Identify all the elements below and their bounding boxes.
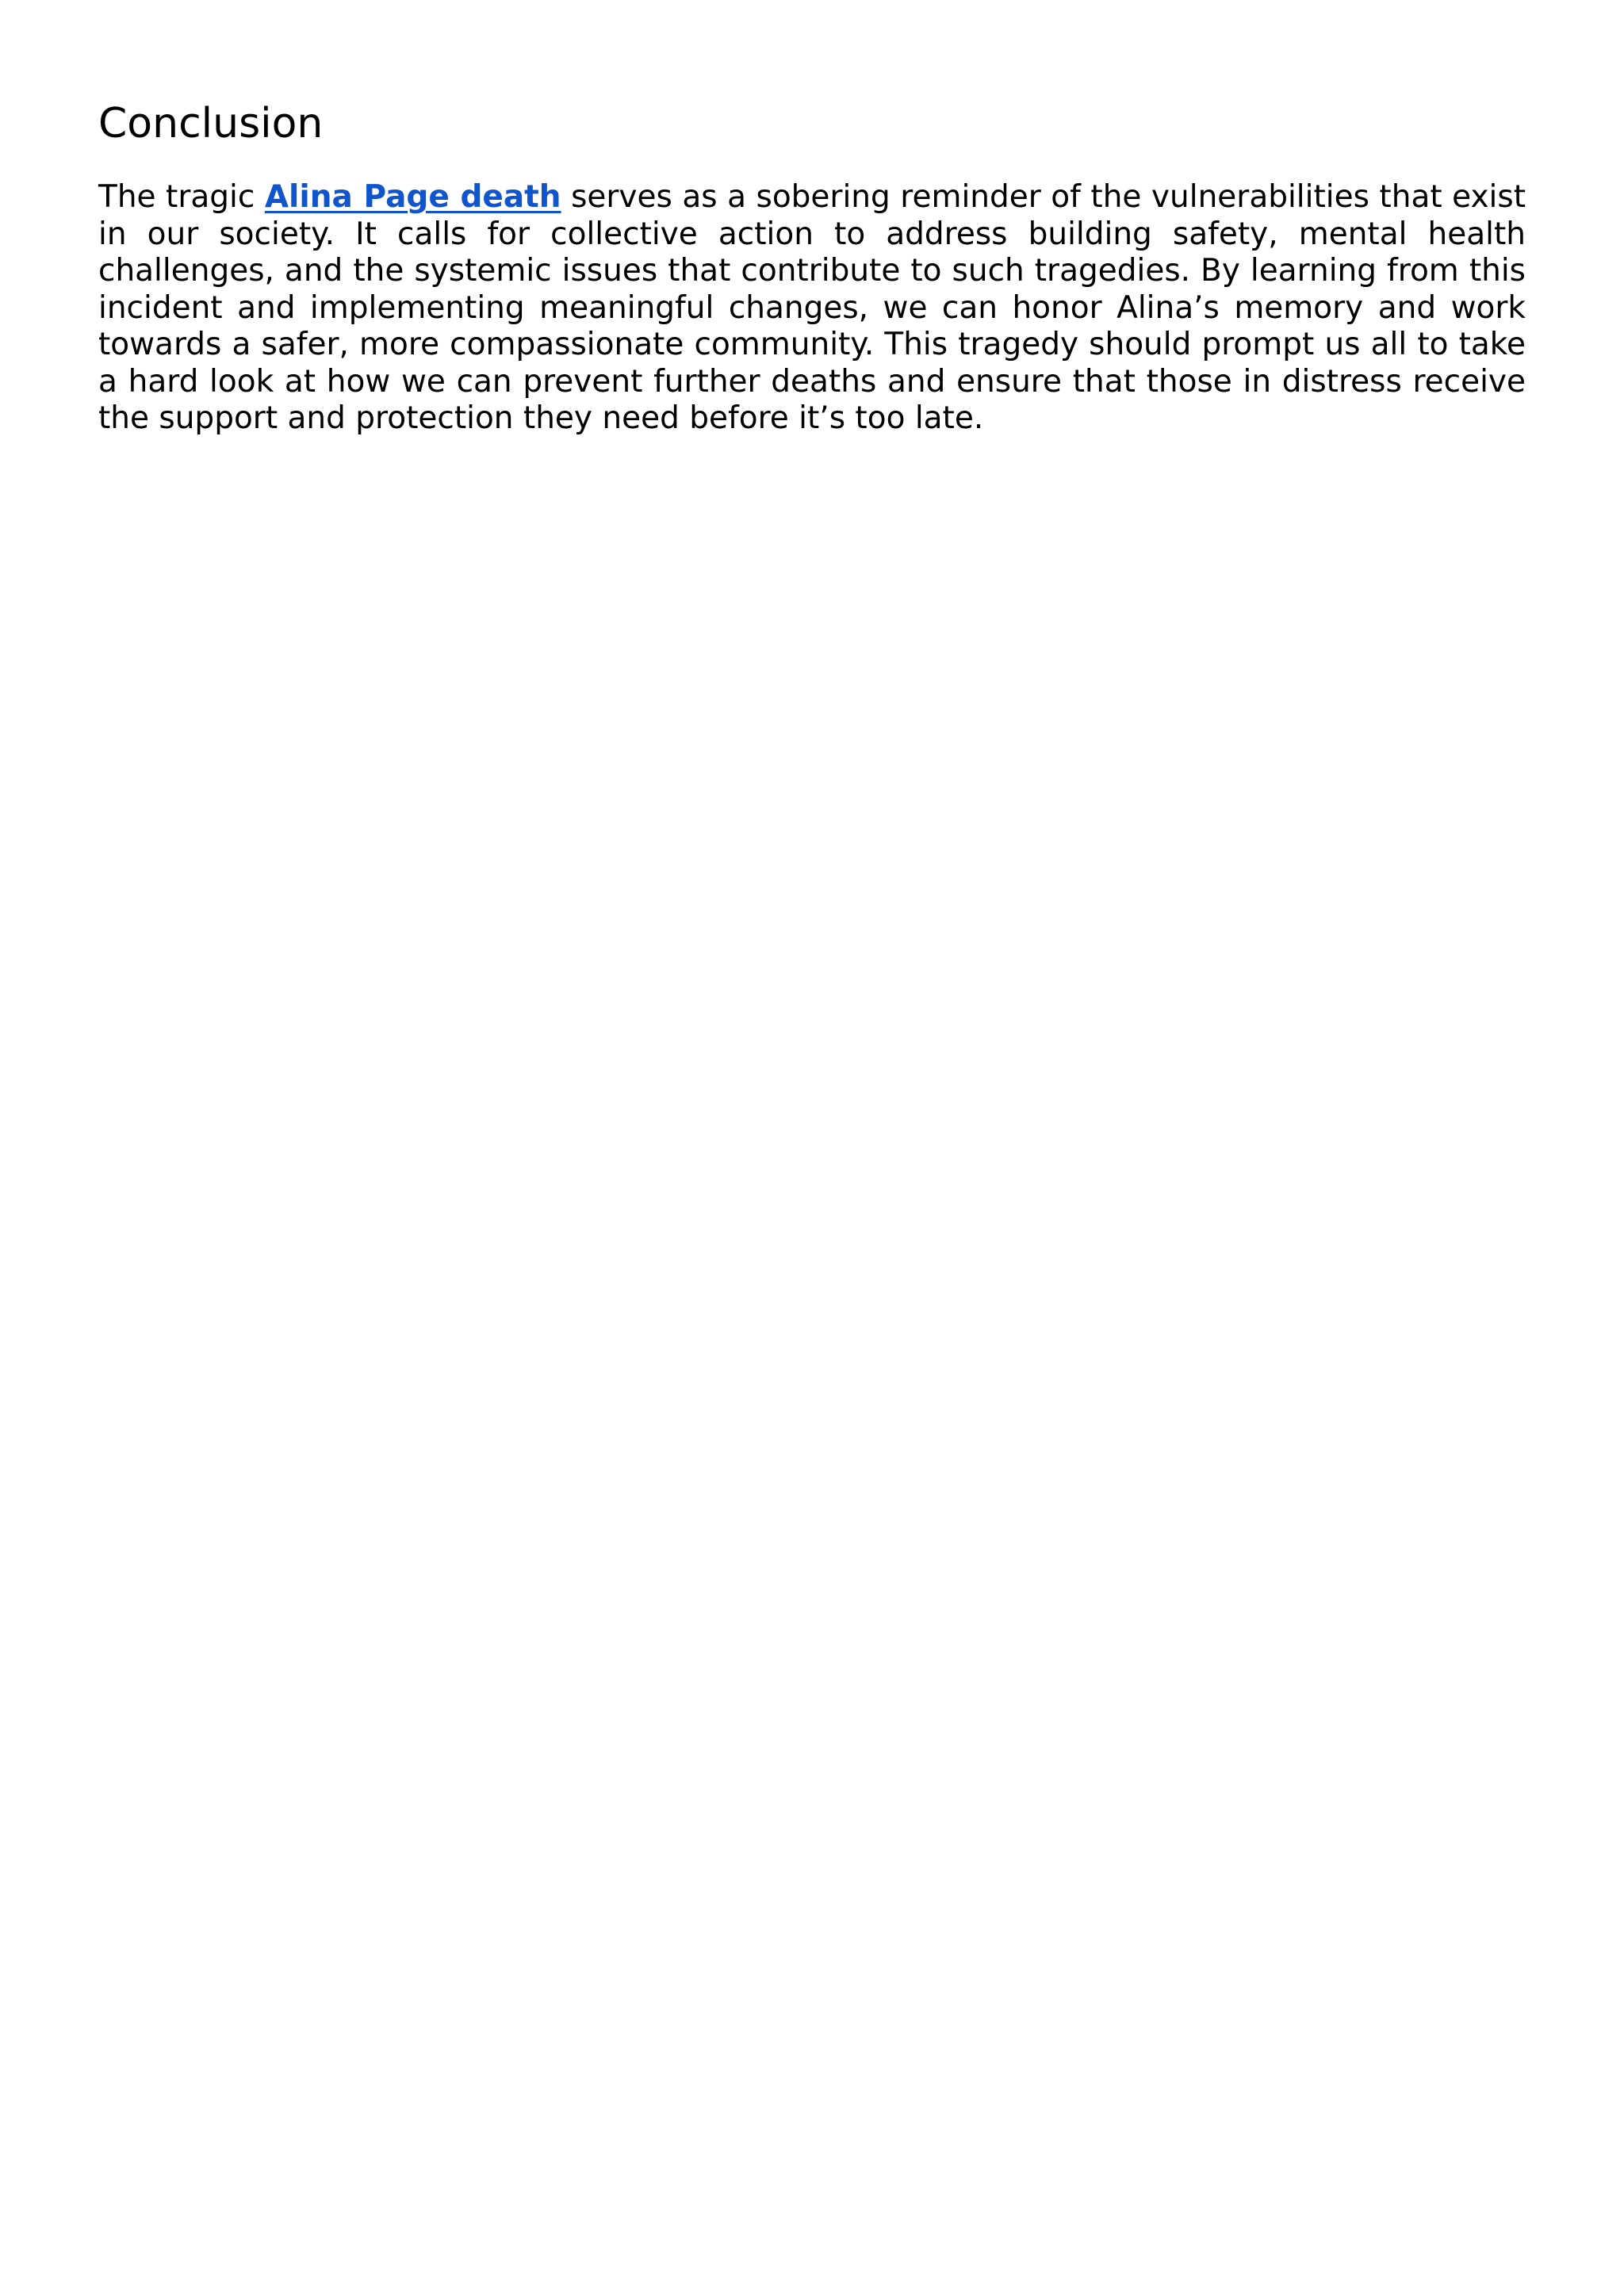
paragraph-text-after-link: serves as a sobering reminder of the vulnerabilities that exist in our society. It calls for collective action to address building safety, mental health challenges, and the systemic issues that contribute to such tragedies. By learning from this incident and implementing meaningful changes, we can honor Alina’s memory and work towards a safer, more compassionate community. This tragedy should prompt us all to take a hard look at how we can prevent further deaths and ensure that those in distress receive the support and protection they need before it’s too late.: [98, 179, 1526, 436]
section-heading: Conclusion: [98, 100, 324, 147]
paragraph-text-before-link: The tragic: [98, 179, 265, 215]
alina-page-death-link[interactable]: Alina Page death: [264, 179, 561, 215]
document-content: [98, 95, 1526, 438]
conclusion-paragraph: [98, 179, 1526, 438]
